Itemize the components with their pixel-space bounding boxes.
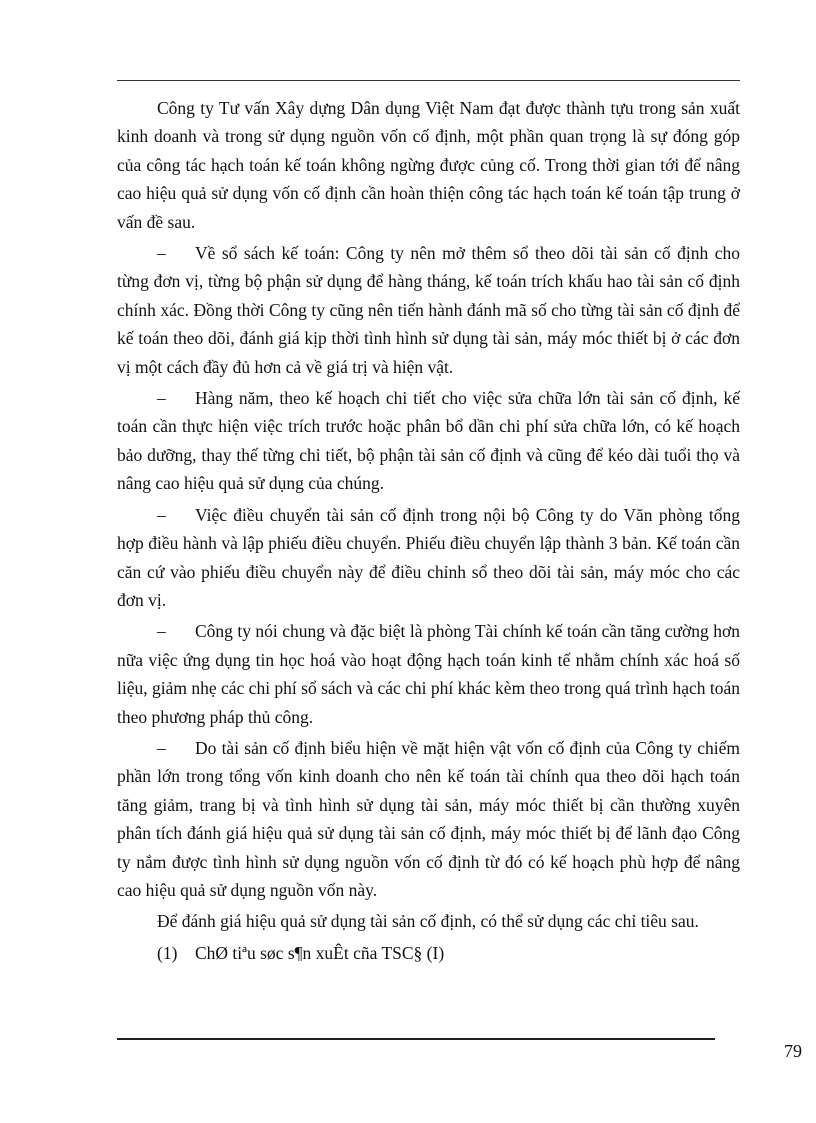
footer-rule <box>117 1038 715 1040</box>
bullet-dash: – <box>157 737 166 758</box>
bullet-paragraph <box>117 384 740 498</box>
bullet-paragraph <box>117 734 740 904</box>
intro-paragraph: Công ty Tư vấn Xây dựng Dân dụng Việt Nam đạt được thành tựu trong sản xuất kinh doanh và trong sử dụng nguồn vốn cố định, một phần quan trọng là sự đóng góp của công tác hạch toán kế toán không ngừng được củng cố. Trong thời gian tới để nâng cao hiệu quả sử dụng vốn cố định cần hoàn thiện công tác hạch toán kế toán tập trung ở vấn đề sau. <box>117 98 740 232</box>
item-text: ChØ tiªu søc s¶n xuÊt cña TSC§ (I) <box>195 942 445 963</box>
bullet-text: Việc điều chuyển tài sản cố định trong nội bộ Công ty do Văn phòng tổng hợp điều hành và lập phiếu điều chuyển. Phiếu điều chuyển lập thành 3 bản. Kế toán cần căn cứ vào phiếu điều chuyển này để điều chỉnh sổ theo dõi tài sản, máy móc cho các đơn vị. <box>117 504 740 610</box>
bullet-paragraph <box>117 239 740 381</box>
bullet-paragraph <box>117 501 740 615</box>
bullet-text: Do tài sản cố định biểu hiện về mặt hiện vật vốn cố định của Công ty chiếm phần lớn trong tổng vốn kinh doanh cho nên kế toán tài chính qua theo dõi hạch toán tăng giảm, trang bị và tình hình sử dụng tài sản, máy móc thiết bị cần thường xuyên phân tích đánh giá hiệu quả sử dụng tài sản cố định, máy móc thiết bị để lãnh đạo Công ty nắm được tình hình sử dụng nguồn vốn cố định từ đó có kế hoạch phù hợp để nâng cao hiệu quả sử dụng nguồn vốn này. <box>117 737 740 900</box>
bullet-dash: – <box>157 388 166 409</box>
bullet-text: Công ty nói chung và đặc biệt là phòng Tài chính kế toán cần tăng cường hơn nữa việc ứng dụng tin học hoá vào hoạt động hạch toán kinh tế nhằm chính xác hoá số liệu, giảm nhẹ các chi phí sổ sách và các chi phí khác kèm theo trong quá trình hạch toán theo phương pháp thủ công. <box>117 621 740 727</box>
bullet-text: Hàng năm, theo kế hoạch chi tiết cho việc sửa chữa lớn tài sản cố định, kế toán cần thực hiện việc trích trước hoặc phân bổ dần chi phí sửa chữa lớn, có kế hoạch bảo dưỡng, thay thế từng chi tiết, bộ phận tài sản cố định và cũng để kéo dài tuổi thọ và nâng cao hiệu quả sử dụng của chúng. <box>117 388 740 494</box>
bullet-dash: – <box>157 243 166 264</box>
bullet-dash: – <box>157 504 166 525</box>
bullet-text: Về sổ sách kế toán: Công ty nên mở thêm sổ theo dõi tài sản cố định cho từng đơn vị, từng bộ phận sử dụng để hàng tháng, kế toán trích khấu hao tài sản cố định chính xác. Đồng thời Công ty cũng nên tiến hành đánh mã số cho từng tài sản cố định để kế toán theo dõi, đánh giá kịp thời tình hình sử dụng tài sản, máy móc thiết bị ở các đơn vị một cách đầy đủ hơn cả về giá trị và hiện vật. <box>117 243 740 377</box>
header-rule <box>117 80 740 81</box>
page-number: 79 <box>784 1041 802 1061</box>
bullet-paragraph <box>117 617 740 731</box>
document-body <box>117 94 740 967</box>
numbered-item <box>117 939 740 967</box>
closing-paragraph: Để đánh giá hiệu quả sử dụng tài sản cố định, có thể sử dụng các chỉ tiêu sau. <box>157 911 699 932</box>
bullet-dash: – <box>157 621 166 642</box>
item-number: (1) <box>157 942 178 963</box>
